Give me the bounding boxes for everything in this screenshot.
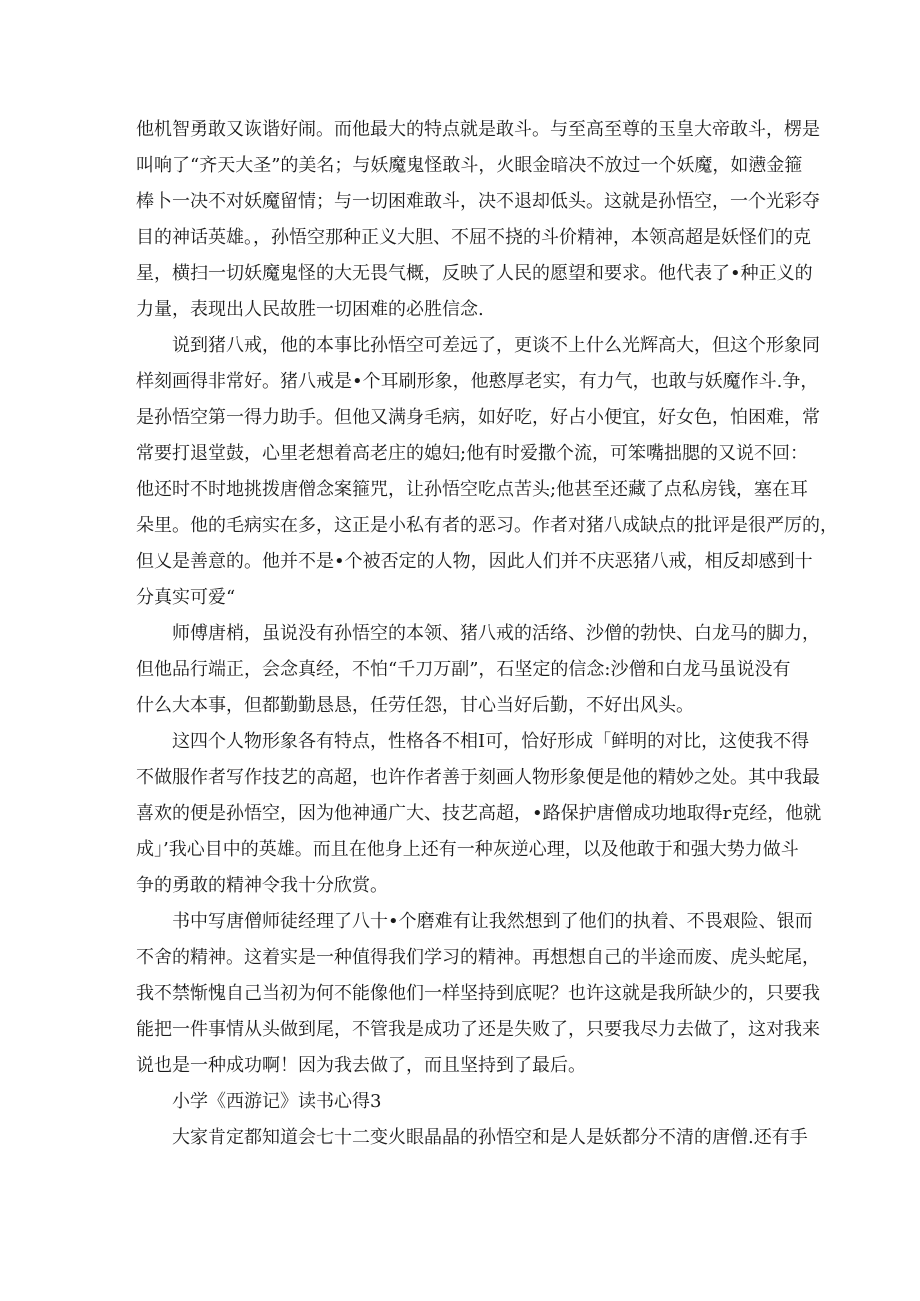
text-line: 目的神话英雄。，孙悟空那种正义大胆、不屈不挠的斗价精神，本领高超是妖怪们的克 xyxy=(136,227,811,248)
paragraph-2 xyxy=(136,328,838,616)
text-line: 力量，表现出人民故胜一切困难的必胜信念. xyxy=(136,299,484,320)
document-body xyxy=(136,112,838,1156)
paragraph-5 xyxy=(136,904,820,1084)
text-line: 分真实可爱“ xyxy=(136,587,236,608)
text-line: 说也是一种成功啊！因为我去做了，而且坚持到了最后。 xyxy=(136,1055,586,1076)
text-line: 叫响了“齐天大圣”的美名；与妖魔鬼怪敢斗，火眼金暗决不放过一个妖魔，如懑金箍 xyxy=(136,155,803,176)
text-line: 书中写唐僧师徒经理了八十•个磨难有让我然想到了他们的执着、不畏艰险、银而 xyxy=(136,911,813,932)
text-line: 说到猪八戒，他的本事比孙悟空可差远了，更谈不上什么光辉高大，但这个形象同 xyxy=(136,335,820,356)
paragraph-3 xyxy=(136,616,820,724)
text-line: 喜欢的便是孙悟空，因为他神通广大、技艺高超，•路保护唐僧成功地取得r克经，他就 xyxy=(136,803,822,824)
text-line: 星，横扫一切妖魔鬼怪的大无畏气概，反映了人民的愿望和要求。他代表了•种正义的 xyxy=(136,263,813,284)
paragraph-1 xyxy=(136,112,820,328)
text-line: 样刻画得非常好。猪八戒是•个耳刷形象，他憨厚老实，有力气，也敢与妖魔作斗.争， xyxy=(136,371,819,392)
text-line: 他机智勇敢又诙谐好闹。而他最大的特点就是敢斗。与至高至尊的玉皇大帝敢斗，楞是 xyxy=(136,119,820,140)
text-line: 争的勇敢的精神令我十分欣赏。 xyxy=(136,875,388,896)
text-line: 但他品行端正，会念真经，不怕“千刀万副”，石坚定的信念:沙僧和白龙马虽说没有 xyxy=(136,659,791,680)
text-line: 朵里。他的毛病实在多，这正是小私有者的恶习。作者对猪八成缺点的批评是很严厉的， xyxy=(136,515,838,536)
text-line: 常要打退堂鼓，心里老想着高老庄的媳妇;他有时爱撒个流，可笨嘴拙腮的又说不回： xyxy=(136,443,809,464)
text-line: 成」’我心目中的英雄。而且在他身上还有一种灰逆心理，以及他敢于和强大势力做斗 xyxy=(136,839,799,860)
text-line: 师傅唐梢，虽说没有孙悟空的本领、猪八戒的活络、沙僧的勃快、白龙马的脚力， xyxy=(136,623,820,644)
text-line: 是孙悟空第一得力助手。但他又满身毛病，如好吃，好占小便宜，好女色，怕困难，常 xyxy=(136,407,820,428)
text-line: 棒卜一决不对妖魔留情；与一切困难敢斗，决不退却低头。这就是孙悟空，一个光彩夺 xyxy=(136,191,820,212)
paragraph-4 xyxy=(136,724,822,904)
text-line: 不做服作者写作技艺的高超，也许作者善于刻画人物形象便是他的精妙之处。其中我最 xyxy=(136,767,820,788)
text-line: 但乂是善意的。他并不是•个被否定的人物，因此人们并不庆恶猪八戒，相反却感到十 xyxy=(136,551,813,572)
text-line: 能把一件事情从头做到尾，不管我是成功了还是失败了，只要我尽力去做了，这对我来 xyxy=(136,1019,820,1040)
text-line: 什么大本事，但都勤勤恳恳，任劳任怨，甘心当好后勤，不好出风头。 xyxy=(136,695,694,716)
text-line: 我不禁惭愧自己当初为何不能像他们一样坚持到底呢？也许这就是我所缺少的，只要我 xyxy=(136,983,820,1004)
text-line: 大家肯定都知道会七十二变火眼晶晶的孙悟空和是人是妖都分不清的唐僧.还有手 xyxy=(136,1127,808,1148)
section-heading: 小学《西游记》读书心得3 xyxy=(172,1091,382,1112)
text-line: 不舍的精神。这着实是一种值得我们学习的精神。再想想自己的半途而废、虎头蛇尾， xyxy=(136,947,820,968)
paragraph-6 xyxy=(136,1120,808,1156)
text-line: 他还时不时地挑拨唐僧念案箍咒，让孙悟空吃点苦头;他甚至还藏了点私房钱，塞在耳 xyxy=(136,479,809,500)
text-line: 这四个人物形象各有特点，性格各不相I可，恰好形成「鲜明的对比，这使我不得 xyxy=(136,731,810,752)
